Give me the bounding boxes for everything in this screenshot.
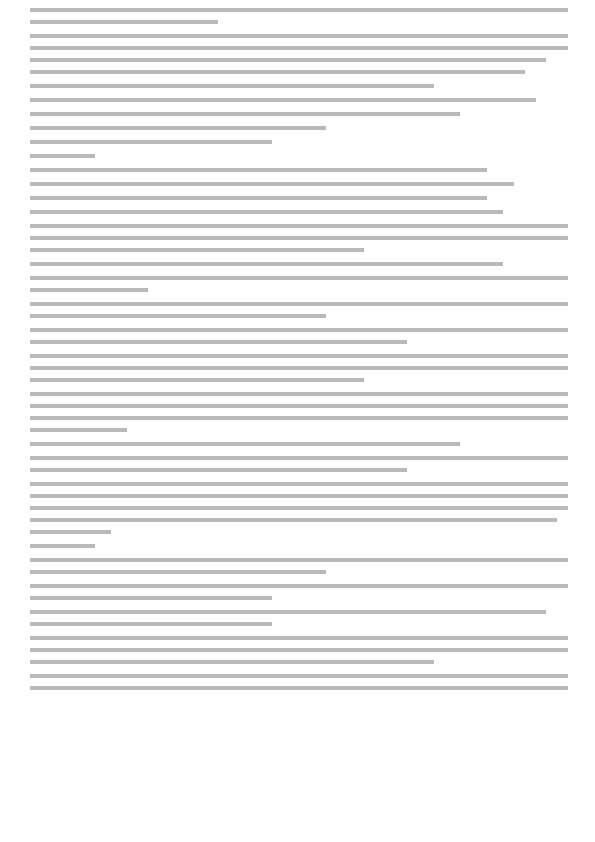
text-line xyxy=(30,366,568,370)
text-line xyxy=(30,648,568,652)
text-line xyxy=(30,660,434,664)
paragraph xyxy=(30,584,568,600)
text-line xyxy=(30,570,326,574)
text-line xyxy=(30,58,546,62)
text-line xyxy=(30,98,536,102)
text-line xyxy=(30,354,568,358)
paragraph xyxy=(30,126,568,130)
text-line xyxy=(30,610,546,614)
text-line xyxy=(30,46,568,50)
text-line xyxy=(30,482,568,486)
text-line xyxy=(30,378,364,382)
text-line xyxy=(30,674,568,678)
paragraph xyxy=(30,610,568,626)
paragraph xyxy=(30,558,568,574)
text-line xyxy=(30,302,568,306)
paragraph xyxy=(30,636,568,664)
text-line xyxy=(30,558,568,562)
text-line xyxy=(30,686,568,690)
paragraph xyxy=(30,544,568,548)
text-line xyxy=(30,328,568,332)
text-line xyxy=(30,154,95,158)
paragraph xyxy=(30,442,568,446)
paragraph xyxy=(30,112,568,116)
paragraph xyxy=(30,302,568,318)
paragraph xyxy=(30,84,568,88)
text-line xyxy=(30,8,568,12)
paragraph xyxy=(30,276,568,292)
paragraph xyxy=(30,140,568,144)
text-line xyxy=(30,530,111,534)
paragraph xyxy=(30,34,568,74)
text-line xyxy=(30,442,460,446)
text-line xyxy=(30,506,568,510)
paragraph xyxy=(30,328,568,344)
text-line xyxy=(30,314,326,318)
text-line xyxy=(30,248,364,252)
text-line xyxy=(30,468,407,472)
text-line xyxy=(30,494,568,498)
paragraph xyxy=(30,154,568,158)
paragraph xyxy=(30,354,568,382)
text-line xyxy=(30,622,272,626)
text-line xyxy=(30,84,434,88)
text-line xyxy=(30,126,326,130)
text-line xyxy=(30,340,407,344)
paragraph xyxy=(30,224,568,252)
text-line xyxy=(30,428,127,432)
text-line xyxy=(30,34,568,38)
text-line xyxy=(30,196,487,200)
text-line xyxy=(30,182,514,186)
text-line xyxy=(30,224,568,228)
text-line xyxy=(30,518,557,522)
paragraph xyxy=(30,168,568,172)
paragraph xyxy=(30,456,568,472)
paragraph xyxy=(30,182,568,186)
text-line xyxy=(30,70,525,74)
paragraph xyxy=(30,196,568,200)
paragraph xyxy=(30,674,568,690)
text-line xyxy=(30,404,568,408)
paragraph xyxy=(30,98,568,102)
text-line xyxy=(30,392,568,396)
paragraph xyxy=(30,8,568,24)
paragraph xyxy=(30,392,568,432)
text-line xyxy=(30,168,487,172)
text-line xyxy=(30,112,460,116)
document-body xyxy=(30,8,568,700)
text-line xyxy=(30,416,568,420)
text-line xyxy=(30,236,568,240)
paragraph xyxy=(30,210,568,214)
text-line xyxy=(30,636,568,640)
text-line xyxy=(30,140,272,144)
text-line xyxy=(30,276,568,280)
text-line xyxy=(30,210,503,214)
text-line xyxy=(30,262,503,266)
paragraph xyxy=(30,482,568,534)
text-line xyxy=(30,288,148,292)
paragraph xyxy=(30,262,568,266)
text-line xyxy=(30,596,272,600)
text-line xyxy=(30,20,218,24)
text-line xyxy=(30,544,95,548)
text-line xyxy=(30,584,568,588)
text-line xyxy=(30,456,568,460)
